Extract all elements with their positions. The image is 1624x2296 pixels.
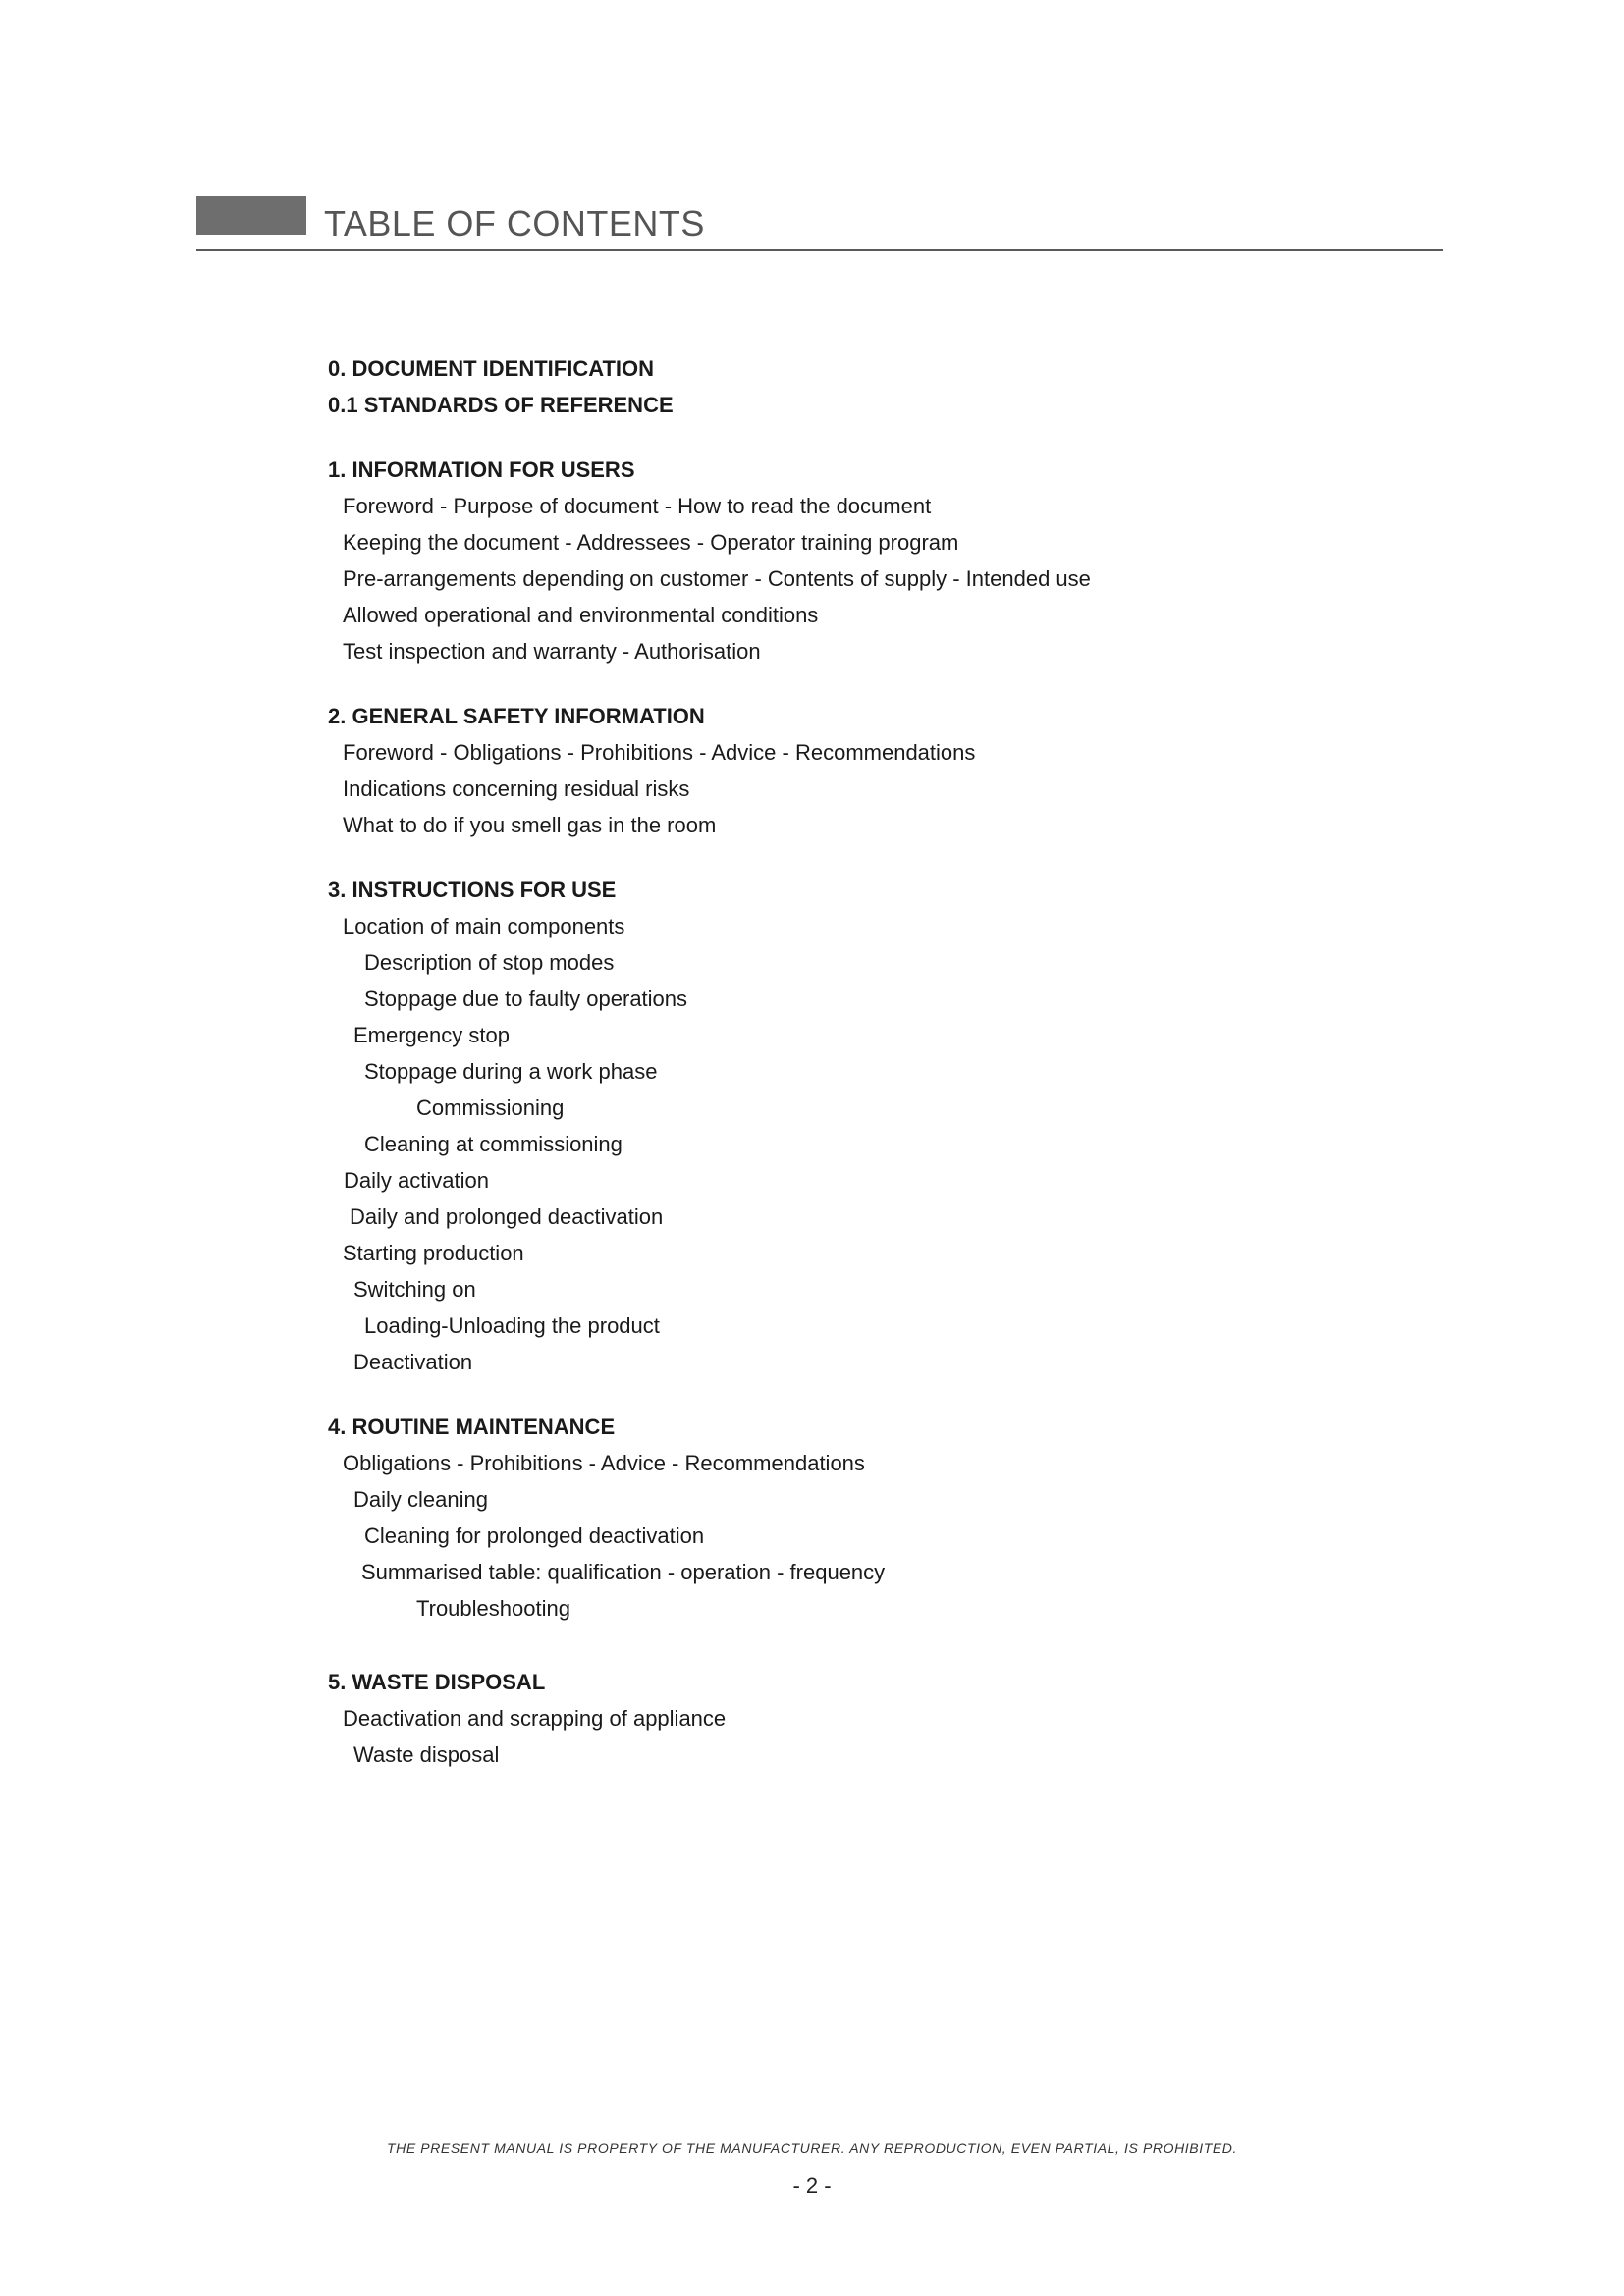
table-of-contents	[328, 350, 1408, 1773]
toc-section-2-title: 2. GENERAL SAFETY INFORMATION	[328, 704, 705, 728]
toc-entry: Daily and prolonged deactivation	[350, 1204, 664, 1229]
toc-entry: Pre-arrangements depending on customer - Contents of supply - Intended use	[343, 566, 1091, 591]
toc-entry: Emergency stop	[353, 1023, 510, 1047]
toc-entry: Summarised table: qualification - operation - frequency	[361, 1560, 886, 1584]
toc-entry: Obligations - Prohibitions - Advice - Recommendations	[343, 1451, 865, 1475]
toc-entry: Starting production	[343, 1241, 524, 1265]
toc-entry: Switching on	[353, 1277, 476, 1302]
toc-entry: Deactivation and scrapping of appliance	[343, 1706, 727, 1731]
page-number: - 2 -	[792, 2173, 832, 2198]
toc-entry: Waste disposal	[353, 1742, 500, 1767]
header-divider	[196, 249, 1443, 251]
toc-entry: Commissioning	[416, 1095, 565, 1120]
copyright-notice: THE PRESENT MANUAL IS PROPERTY OF THE MANUFACTURER. ANY REPRODUCTION, EVEN PARTIAL, IS PROHIBITED.	[386, 2140, 1237, 2156]
toc-section-3-title: 3. INSTRUCTIONS FOR USE	[328, 878, 617, 902]
page-title: TABLE OF CONTENTS	[324, 203, 705, 243]
toc-entry: Deactivation	[353, 1350, 473, 1374]
toc-entry: Foreword - Purpose of document - How to read the document	[343, 494, 932, 518]
toc-entry: Loading-Unloading the product	[364, 1313, 660, 1338]
toc-entry: Foreword - Obligations - Prohibitions - Advice - Recommendations	[343, 740, 976, 765]
toc-entry: Keeping the document - Addressees - Operator training program	[343, 530, 959, 555]
toc-section-0-1-title: 0.1 STANDARDS OF REFERENCE	[328, 393, 674, 417]
toc-entry: Daily activation	[344, 1168, 489, 1193]
toc-entry: Stoppage due to faulty operations	[364, 987, 688, 1011]
toc-entry: Description of stop modes	[364, 950, 615, 975]
toc-entry: Cleaning at commissioning	[364, 1132, 623, 1156]
toc-entry: Cleaning for prolonged deactivation	[364, 1523, 705, 1548]
toc-entry: Allowed operational and environmental conditions	[343, 603, 819, 627]
header-decor-block	[196, 196, 306, 235]
toc-entry: Daily cleaning	[353, 1487, 488, 1512]
toc-section-1-title: 1. INFORMATION FOR USERS	[328, 457, 635, 482]
toc-entry: Test inspection and warranty - Authorisation	[343, 639, 761, 664]
toc-entry: Location of main components	[343, 914, 625, 938]
toc-section-0-title: 0. DOCUMENT IDENTIFICATION	[328, 356, 655, 381]
toc-entry: Stoppage during a work phase	[364, 1059, 658, 1084]
toc-section-4-title: 4. ROUTINE MAINTENANCE	[328, 1415, 616, 1439]
toc-entry: What to do if you smell gas in the room	[343, 813, 717, 837]
toc-entry: Troubleshooting	[416, 1596, 570, 1621]
toc-entry: Indications concerning residual risks	[343, 776, 690, 801]
toc-section-5-title: 5. WASTE DISPOSAL	[328, 1670, 546, 1694]
